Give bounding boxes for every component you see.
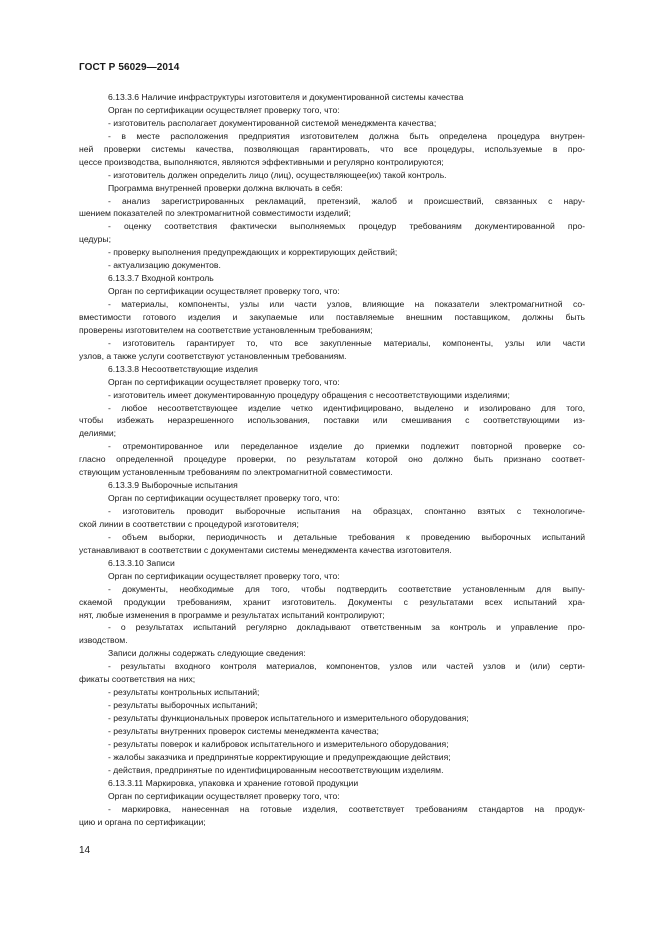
text-line: нят, любые изменения в программе и результатах испытаний контролируют; xyxy=(79,609,385,620)
list-item: - изготовитель имеет документированную процедуру обращения с несоответствующими изделиями; xyxy=(108,389,510,400)
list-item: - о результатах испытаний регулярно докладывают ответственным за контроль и управление про- xyxy=(108,622,585,633)
list-item: - в месте расположения предприятия изготовителем должна быть определена процедура внутрен- xyxy=(108,130,585,141)
list-item: - документы, необходимые для того, чтобы подтвердить соответствие установленным для выпу- xyxy=(108,583,585,594)
section-heading: 6.13.3.9 Выборочные испытания xyxy=(108,480,238,491)
text-line: Орган по сертификации осуществляет проверку того, что: xyxy=(108,493,340,504)
list-item: - изготовитель располагает документированной системой менеджмента качества; xyxy=(108,117,437,128)
list-item: - материалы, компоненты, узлы или части узлов, влияющие на показатели электромагнитной со- xyxy=(108,299,585,309)
text-line: фикаты соответствия на них; xyxy=(79,674,196,685)
text-line: Орган по сертификации осуществляет проверку того, что: xyxy=(108,376,340,387)
list-item: - отремонтированное или переделанное изделие до приемки подлежит повторной проверке со- xyxy=(108,441,585,452)
text-line: Орган по сертификации осуществляет проверку того, что: xyxy=(108,104,340,115)
section-heading: 6.13.3.6 Наличие инфраструктуры изготовителя и документированной системы качества xyxy=(108,92,464,102)
list-item: - любое несоответствующее изделие четко идентифицировано, выделено и изолировано для того, xyxy=(108,402,585,413)
text-line: шением показателей по электромагнитной совместимости изделий; xyxy=(79,208,351,219)
list-item: - результаты выборочных испытаний; xyxy=(108,700,258,711)
text-line: гласно определенной процедуре проверки, по результатам которой оно должно быть признано соответ- xyxy=(79,454,585,465)
list-item: - результаты входного контроля материалов, компонентов, узлов или частей узлов и (или) серти- xyxy=(108,661,585,672)
list-item: - объем выборки, периодичность и детальные требования к проведению выборочных испытаний xyxy=(108,531,585,542)
text-line: вместимости готового изделия и закупаемые или поставляемые внешним поставщиком, должны быть xyxy=(79,311,585,322)
text-line: скаемой продукции требованиям, хранит изготовитель. Документы с результатами всех испытаний хра- xyxy=(79,596,585,607)
text-line: Программа внутренней проверки должна включать в себя: xyxy=(108,182,343,193)
text-line: устанавливают в соответствии с документами системы менеджмента качества изготовителя. xyxy=(79,544,452,555)
list-item: - результаты контрольных испытаний; xyxy=(108,687,260,698)
text-line: делиями; xyxy=(79,428,117,439)
list-item: - изготовитель проводит выборочные испытания на образцах, спонтанно взятых с технологиче- xyxy=(108,506,585,516)
document-body xyxy=(79,91,585,828)
section-heading: 6.13.3.10 Записи xyxy=(108,557,175,568)
text-line: ствующим установленным требованиям по электромагнитной совместимости. xyxy=(79,467,393,478)
list-item: - маркировка, нанесенная на готовые изделия, соответствует требованиям стандартов на продук- xyxy=(108,803,585,814)
section-heading: 6.13.3.11 Маркировка, упаковка и хранение готовой продукции xyxy=(108,777,359,788)
document-header: ГОСТ Р 56029—2014 xyxy=(79,62,180,73)
list-item: - актуализацию документов. xyxy=(108,260,221,271)
list-item: - анализ зарегистрированных рекламаций, претензий, жалоб и происшествий, связанных с нару- xyxy=(108,195,585,206)
text-line: цессе производства, выполняются, являются эффективными и регулярно контролируются; xyxy=(79,156,444,167)
text-line: ской линии в соответствии с процедурой изготовителя; xyxy=(79,518,299,529)
text-line: Орган по сертификации осуществляет проверку того, что: xyxy=(108,570,340,581)
text-line: цию и органа по сертификации; xyxy=(79,816,206,827)
text-line: проверены изготовителем на соответствие установленным требованиям; xyxy=(79,324,373,335)
text-line: Орган по сертификации осуществляет проверку того, что: xyxy=(108,286,340,297)
text-line: Орган по сертификации осуществляет проверку того, что: xyxy=(108,790,340,801)
list-item: - действия, предпринятые по идентифицированным несоответствующим изделиям. xyxy=(108,764,444,775)
list-item: - результаты функциональных проверок испытательного и измерительного оборудования; xyxy=(108,713,469,723)
section-heading: 6.13.3.8 Несоответствующие изделия xyxy=(108,363,258,374)
text-line: Записи должны содержать следующие сведения: xyxy=(108,648,306,659)
text-line: изводством. xyxy=(79,635,128,646)
list-item: - изготовитель гарантирует то, что все закупленные материалы, компоненты, узлы или части xyxy=(108,337,585,348)
text-line: ней проверки системы качества, позволяющая гарантировать, что все процедуры, используемые в про- xyxy=(79,143,585,154)
list-item: - проверку выполнения предупреждающих и корректирующих действий; xyxy=(108,247,398,258)
text-line: узлов, а также услуги соответствуют установленным требованиям. xyxy=(79,350,347,361)
list-item: - жалобы заказчика и предпринятые корректирующие и предупреждающие действия; xyxy=(108,751,451,762)
list-item: - изготовитель должен определить лицо (лиц), осуществляющее(их) такой контроль. xyxy=(108,169,447,180)
text-line: чтобы избежать неразрешенного использования, поставки или смешивания с соответствующими из- xyxy=(79,415,585,426)
section-heading: 6.13.3.7 Входной контроль xyxy=(108,273,214,284)
list-item: - оценку соответствия фактически выполняемых процедур требованиям документированной про- xyxy=(108,221,585,232)
text-line: цедуры; xyxy=(79,234,111,245)
list-item: - результаты поверок и калибровок испытательного и измерительного оборудования; xyxy=(108,738,449,749)
page-number: 14 xyxy=(79,845,91,856)
list-item: - результаты внутренних проверок системы менеджмента качества; xyxy=(108,725,379,736)
